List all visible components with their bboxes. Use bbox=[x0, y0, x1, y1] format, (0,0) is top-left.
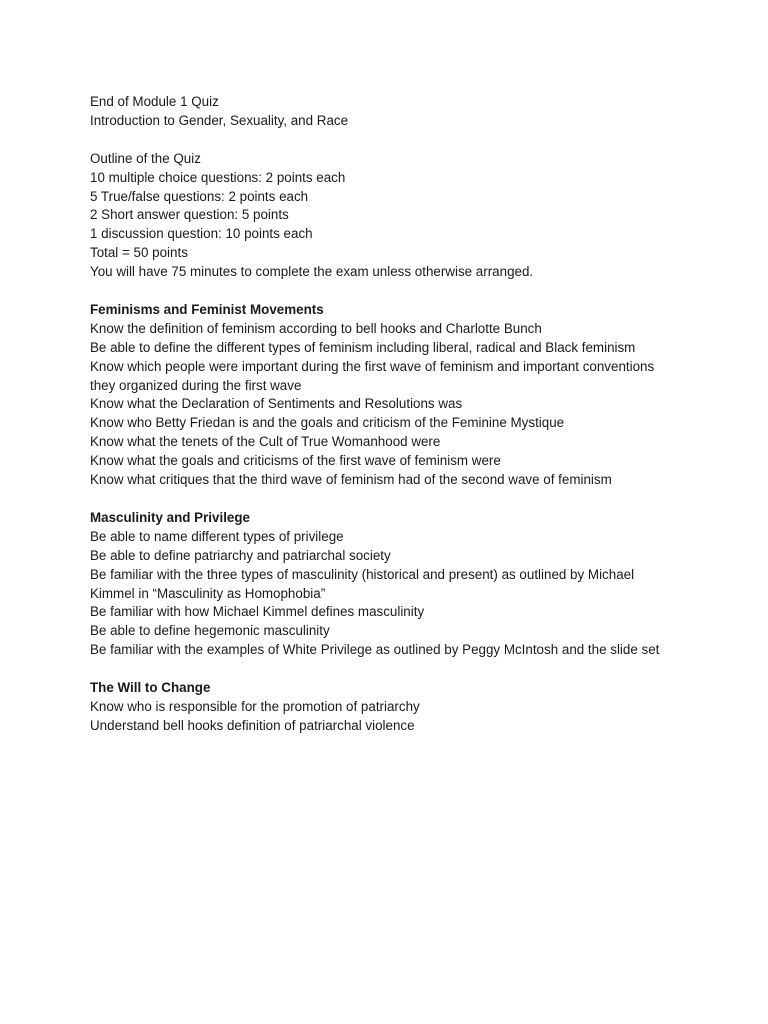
study-item: Be able to define patriarchy and patriarchal society bbox=[90, 547, 391, 563]
study-item: Know who Betty Friedan is and the goals and criticism of the Feminine Mystique bbox=[90, 415, 565, 431]
spacer bbox=[90, 660, 680, 679]
outline-heading: Outline of the Quiz bbox=[90, 150, 201, 166]
document-title: End of Module 1 Quiz bbox=[90, 94, 219, 109]
spacer bbox=[90, 490, 680, 509]
section-masculinity bbox=[90, 509, 680, 660]
study-item: Know which people were important during the first wave of feminism and important conventions they organized during the first wave bbox=[90, 358, 655, 393]
section-heading: The Will to Change bbox=[90, 680, 211, 696]
section-will-to-change bbox=[90, 679, 680, 736]
outline-block bbox=[90, 150, 680, 282]
spacer bbox=[90, 282, 680, 301]
study-item: Know who is responsible for the promotion of patriarchy bbox=[90, 698, 420, 714]
study-item: Know what the goals and criticisms of the first wave of feminism were bbox=[90, 453, 501, 469]
section-heading: Feminisms and Feminist Movements bbox=[90, 301, 324, 317]
section-feminisms bbox=[90, 301, 680, 490]
document-subtitle: Introduction to Gender, Sexuality, and Race bbox=[90, 112, 349, 128]
outline-item: You will have 75 minutes to complete the exam unless otherwise arranged. bbox=[90, 264, 534, 280]
study-item: Be able to define hegemonic masculinity bbox=[90, 623, 330, 639]
study-item: Be familiar with the examples of White Privilege as outlined by Peggy McIntosh and the slide set bbox=[90, 642, 660, 658]
outline-item: 5 True/false questions: 2 points each bbox=[90, 188, 309, 204]
outline-item: 10 multiple choice questions: 2 points each bbox=[90, 169, 346, 185]
document-page bbox=[90, 93, 680, 736]
outline-item: 1 discussion question: 10 points each bbox=[90, 226, 313, 242]
study-item: Know what the Declaration of Sentiments and Resolutions was bbox=[90, 396, 463, 412]
study-item: Understand bell hooks definition of patriarchal violence bbox=[90, 717, 415, 733]
study-item: Be able to define the different types of feminism including liberal, radical and Black feminism bbox=[90, 339, 636, 355]
study-item: Be familiar with how Michael Kimmel defines masculinity bbox=[90, 604, 425, 620]
study-item: Know the definition of feminism according to bell hooks and Charlotte Bunch bbox=[90, 320, 542, 336]
study-item: Know what the tenets of the Cult of True Womanhood were bbox=[90, 434, 441, 450]
study-item: Know what critiques that the third wave of feminism had of the second wave of feminism bbox=[90, 472, 612, 488]
section-heading: Masculinity and Privilege bbox=[90, 509, 250, 525]
spacer bbox=[90, 131, 680, 150]
outline-item: 2 Short answer question: 5 points bbox=[90, 207, 289, 223]
study-item: Be familiar with the three types of masculinity (historical and present) as outlined by Michael Kimmel in “Masculinity as Homophobia” bbox=[90, 566, 635, 601]
study-item: Be able to name different types of privilege bbox=[90, 528, 344, 544]
outline-item: Total = 50 points bbox=[90, 245, 188, 261]
